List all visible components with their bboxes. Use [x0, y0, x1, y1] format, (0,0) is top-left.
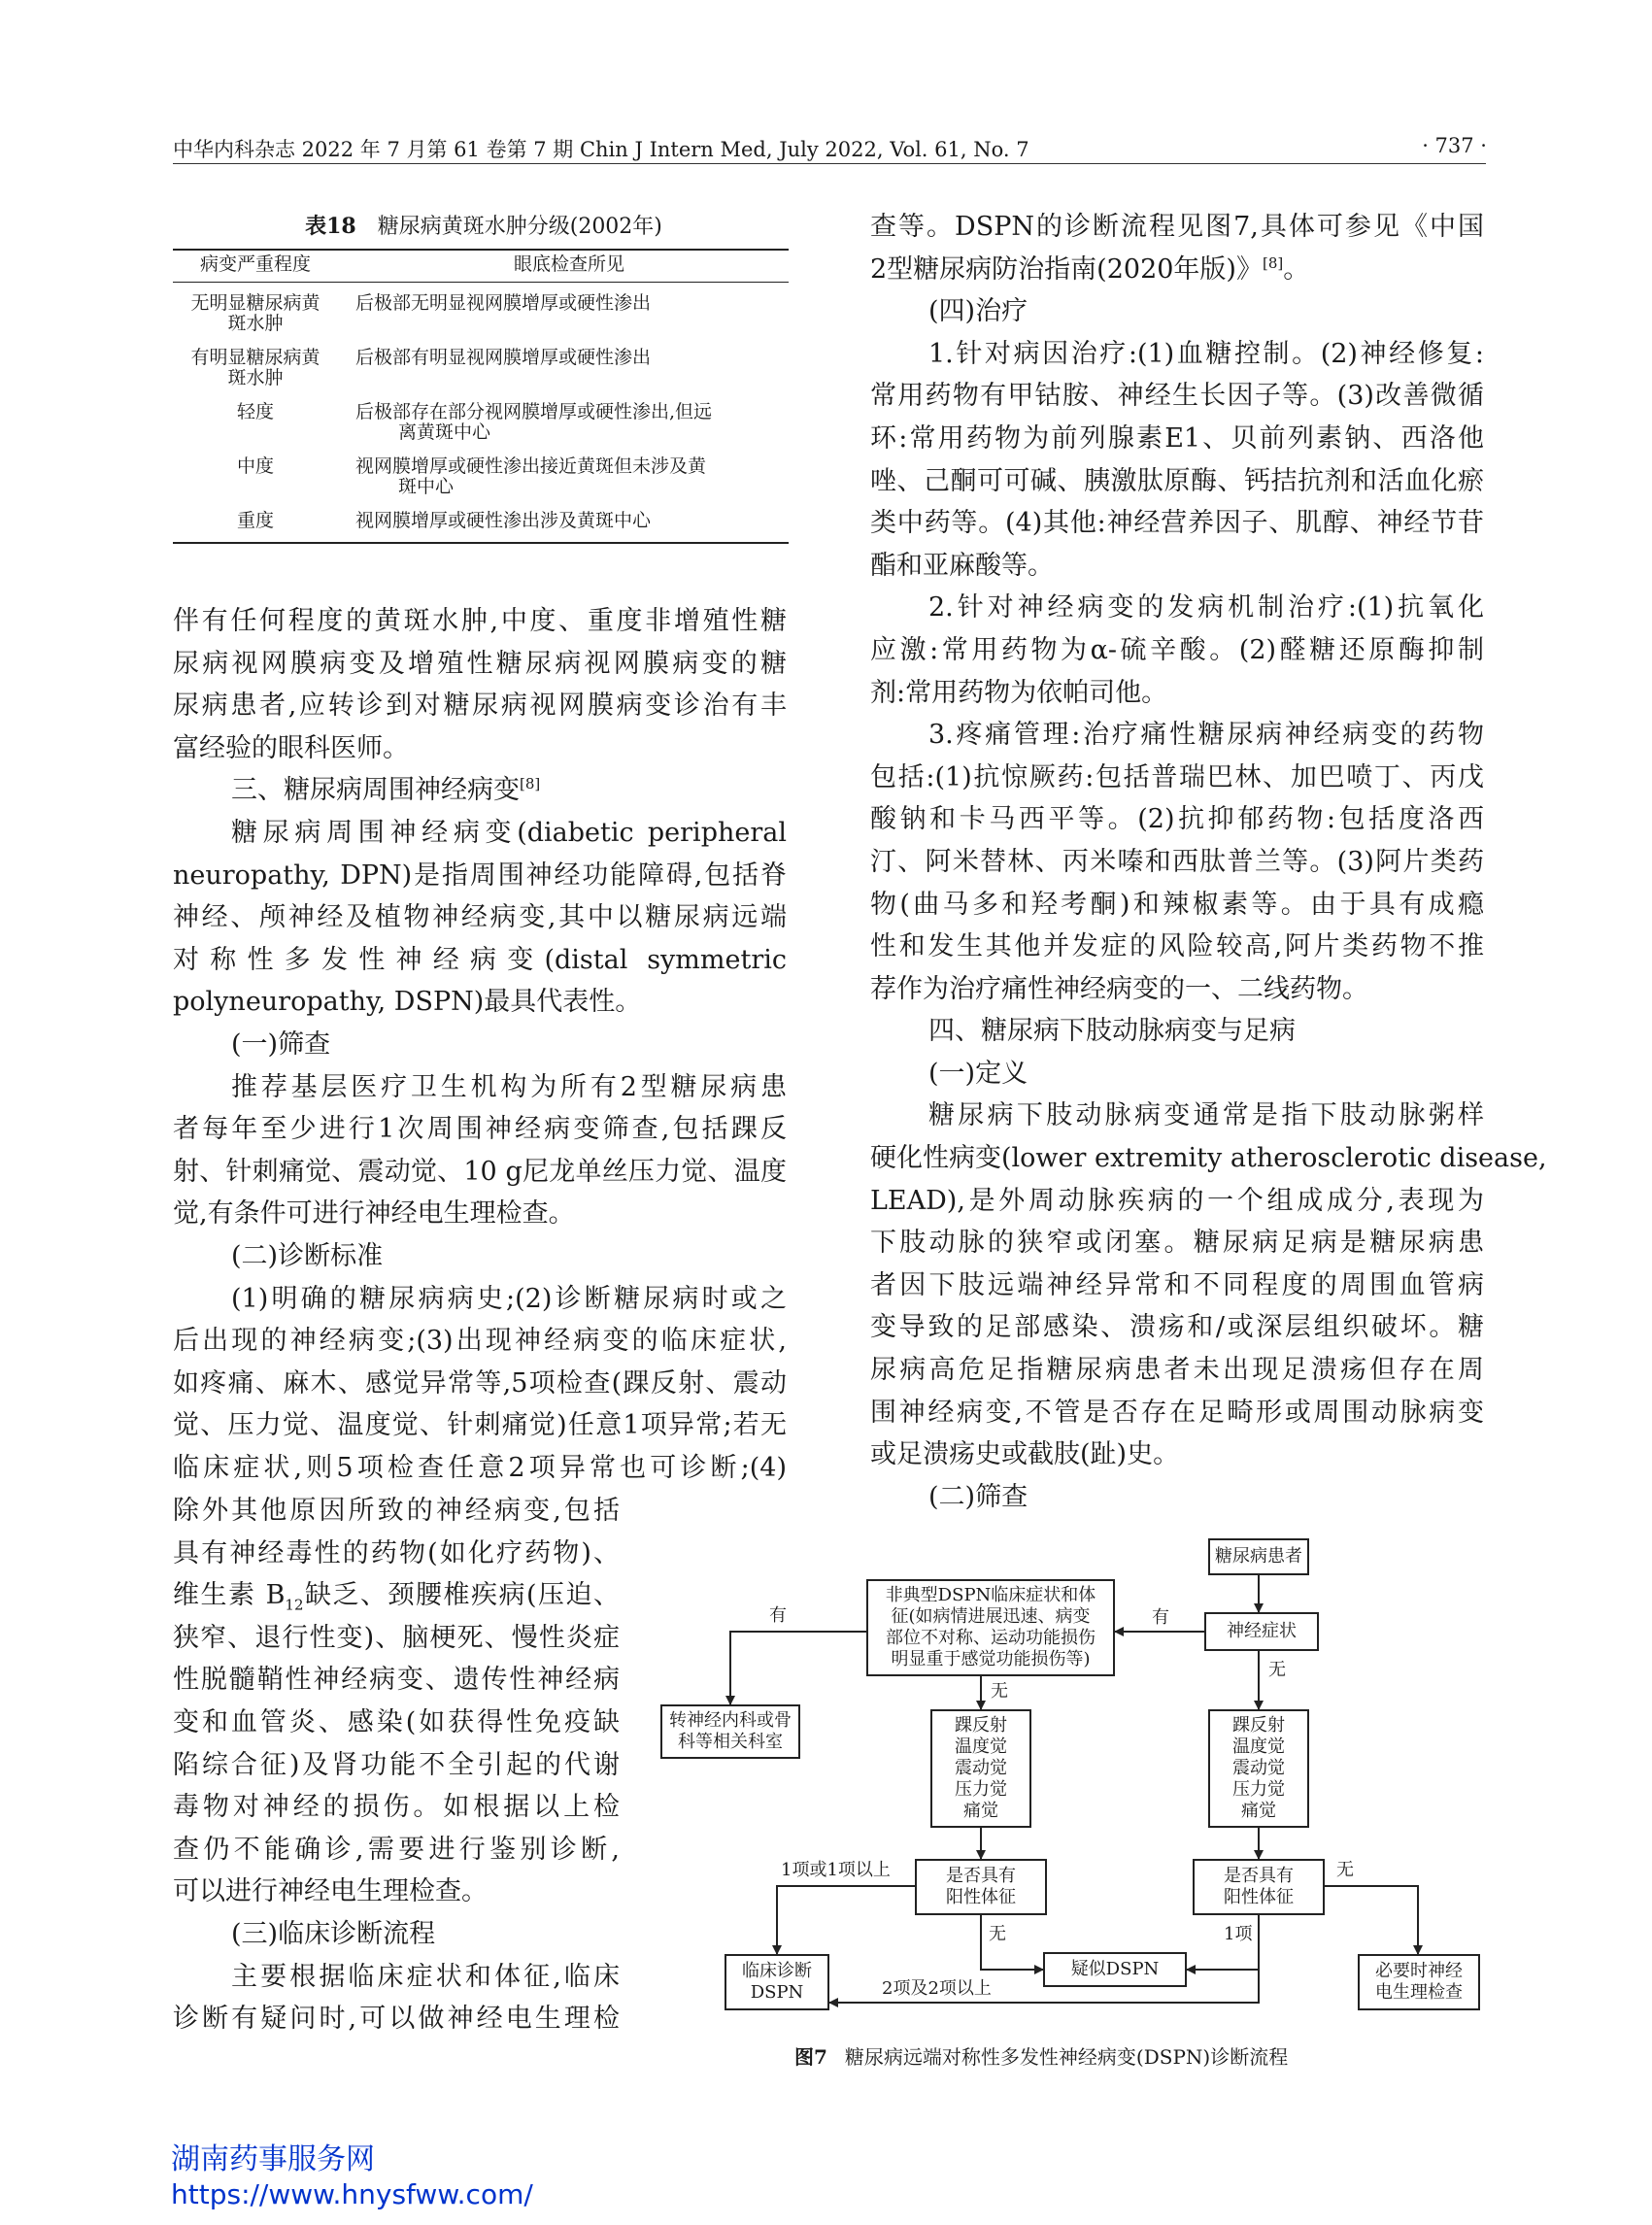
box-text	[1232, 1715, 1285, 1822]
text-line: 围神经病变,不管是否存在足畸形或周围动脉病变	[870, 1397, 1484, 1428]
table-header-rule	[173, 282, 789, 283]
box-line: 是否具有	[946, 1866, 1016, 1886]
table-row	[173, 293, 338, 334]
text-line: 具有神经毒性的药物(如化疗药物)、	[173, 1537, 620, 1568]
box-line: 温度觉	[1232, 1736, 1285, 1757]
box-line: DSPN	[750, 1982, 804, 2003]
text-line: 糖尿病下肢动脉病变通常是指下肢动脉粥样	[928, 1100, 1484, 1131]
text-line: 查等。DSPN的诊断流程见图7,具体可参见《中国	[870, 212, 1484, 242]
table-cell: 后极部无明显视网膜增厚或硬性渗出	[355, 292, 652, 314]
text-line: 荐作为治疗痛性神经病变的一、二线药物。	[870, 973, 1368, 1004]
text-line: 射、针刺痛觉、震动觉、10 g尼龙单丝压力觉、温度	[173, 1156, 787, 1187]
table-cell: 离黄斑中心	[398, 421, 491, 443]
label-no-atypical: 无	[991, 1681, 1008, 1702]
box-line: 震动觉	[1232, 1758, 1285, 1778]
box-tests-left	[930, 1709, 1031, 1828]
box-line: 征(如病情进展迅速、病变	[891, 1606, 1091, 1627]
box-emg	[1358, 1954, 1480, 2010]
text-line: 尿病视网膜病变及增殖性糖尿病视网膜病变的糖	[173, 648, 787, 679]
section-heading-dpn	[173, 769, 787, 812]
figure-label: 图7	[794, 2045, 827, 2069]
box-diabetes-patient	[1208, 1538, 1309, 1575]
text-line: 尿病高危足指糖尿病患者未出现足溃疡但存在周	[870, 1355, 1484, 1386]
arrow-positive-clinical	[777, 1886, 915, 1954]
table-bottom-rule	[173, 542, 789, 544]
label-no-symptom: 无	[1268, 1660, 1286, 1680]
label-yes-mid: 有	[1152, 1607, 1169, 1628]
text-line: 推荐基层医疗卫生机构为所有2型糖尿病患	[231, 1071, 787, 1102]
box-line: 是否具有	[1224, 1866, 1294, 1886]
box-text	[1375, 1961, 1463, 2004]
table-cell: 视网膜增厚或硬性渗出接近黄斑但未涉及黄	[355, 455, 707, 477]
subheading-treatment: (四)治疗	[928, 296, 1028, 327]
text-line: 物(曲马多和羟考酮)和辣椒素等。由于具有成瘾	[870, 889, 1484, 920]
table-cell: 中度	[236, 455, 274, 477]
text-line: 后出现的神经病变;(3)出现神经病变的临床症状,	[173, 1326, 787, 1357]
box-suspect-dspn	[1043, 1952, 1187, 1987]
table-cell: 斑水肿	[227, 313, 284, 334]
box-text	[886, 1585, 1096, 1670]
figure-caption-text: 糖尿病远端对称性多发性神经病变(DSPN)诊断流程	[844, 2045, 1289, 2069]
table-top-rule	[173, 249, 789, 251]
text-line: 可以进行神经电生理检查。	[173, 1876, 488, 1907]
box-text	[1224, 1866, 1294, 1908]
text-line: 剂:常用药物为依帕司他。	[870, 677, 1168, 708]
text-line	[870, 249, 1484, 291]
header-rule	[173, 163, 1486, 164]
text-line: 常用药物有甲钴胺、神经生长因子等。(3)改善微循	[870, 381, 1484, 412]
table-cell: 视网膜增厚或硬性渗出涉及黄斑中心	[355, 510, 652, 531]
box-text	[955, 1715, 1007, 1822]
box-line: 踝反射	[955, 1715, 1007, 1736]
text-line: 富经验的眼科医师。	[173, 732, 409, 763]
text-line: 下肢动脉的狭窄或闭塞。糖尿病足病是糖尿病患	[870, 1228, 1484, 1259]
text-line: 者因下肢远端神经异常和不同程度的周围血管病	[870, 1269, 1484, 1300]
watermark-url-link[interactable]: https://www.hnysfww.com/	[171, 2178, 533, 2210]
text-line: 变和血管炎、感染(如获得性免疫缺	[173, 1706, 620, 1737]
text-line: 包括:(1)抗惊厥药:包括普瑞巴林、加巴喷丁、丙戊	[870, 761, 1484, 792]
box-text	[946, 1866, 1016, 1908]
left-column-top	[173, 600, 787, 1489]
label-two-or-more: 2项及2项以上	[882, 1978, 992, 1999]
box-line: 科等相关科室	[678, 1732, 783, 1752]
box-text	[669, 1710, 792, 1753]
subheading-screening-2: (二)筛查	[928, 1481, 1028, 1512]
text-line: LEAD),是外周动脉疾病的一个组成成分,表现为	[870, 1185, 1484, 1216]
text-segment: 缺乏、颈腰椎疾病(压迫、	[303, 1580, 620, 1611]
citation-ref: [8]	[520, 775, 541, 793]
table-caption	[173, 210, 794, 240]
text-line: 酯和亚麻酸等。	[870, 550, 1054, 581]
box-positive-right	[1193, 1859, 1325, 1915]
text-line: 汀、阿米替林、丙米嗪和西肽普兰等。(3)阿片类药	[870, 846, 1484, 877]
text-line: 对称性多发性神经病变(distal symmetric	[173, 944, 787, 975]
text-line: 3.疼痛管理:治疗痛性糖尿病神经病变的药物	[928, 720, 1484, 751]
box-line: 必要时神经	[1375, 1961, 1463, 1981]
box-line: 明显重于感觉功能损伤等)	[891, 1649, 1091, 1669]
left-column-narrow	[173, 1490, 620, 2040]
box-atypical-dspn	[866, 1579, 1115, 1676]
box-line: 痛觉	[963, 1801, 998, 1821]
subheading-diagnosis: (二)诊断标准	[231, 1240, 384, 1271]
text-line: 诊断有疑问时,可以做神经电生理检	[173, 2004, 620, 2035]
box-text: 神经症状	[1227, 1621, 1297, 1641]
label-no-right: 无	[1336, 1860, 1354, 1880]
text-line: 尿病患者,应转诊到对糖尿病视网膜病变诊治有丰	[173, 691, 787, 722]
text-line: neuropathy, DPN)是指周围神经功能障碍,包括脊	[173, 860, 787, 891]
label-one: 1项	[1224, 1924, 1253, 1944]
text-line: 1.针对病因治疗:(1)血糖控制。(2)神经修复:	[928, 338, 1484, 369]
text-segment: 2型糖尿病防治指南(2020年版)》	[870, 253, 1263, 285]
table-cell: 无明显糖尿病黄	[190, 292, 320, 314]
text-line	[173, 1574, 620, 1617]
box-tests-right	[1208, 1709, 1309, 1828]
subscript: 12	[285, 1596, 304, 1614]
table-row	[173, 348, 338, 388]
label-one-or-more: 1项或1项以上	[781, 1860, 891, 1880]
box-positive-left	[915, 1859, 1047, 1915]
text-line: 变导致的足部感染、溃疡和/或深层组织破坏。糖	[870, 1312, 1484, 1343]
text-line: 伴有任何程度的黄斑水肿,中度、重度非增殖性糖	[173, 606, 787, 636]
box-line: 阳性体征	[946, 1887, 1016, 1907]
table-row	[355, 456, 783, 497]
text-line: 应激:常用药物为α-硫辛酸。(2)醛糖还原酶抑制	[870, 634, 1484, 665]
text-line: 觉,有条件可进行神经电生理检查。	[173, 1198, 575, 1230]
subheading-definition: (一)定义	[928, 1058, 1028, 1089]
running-header: 中华内科杂志 2022 年 7 月第 61 卷第 7 期 Chin J Intern Med, July 2022, Vol. 61, No. 7	[173, 138, 1029, 161]
box-line: 压力觉	[955, 1779, 1007, 1800]
table-cell: 后极部有明显视网膜增厚或硬性渗出	[355, 347, 652, 368]
box-line: 非典型DSPN临床症状和体	[885, 1585, 1096, 1605]
text-line: 毒物对神经的损伤。如根据以上检	[173, 1792, 620, 1823]
box-line: 转神经内科或骨	[669, 1710, 792, 1731]
text-line: 者每年至少进行1次周围神经病变筛查,包括踝反	[173, 1114, 787, 1145]
section-heading-lead: 四、糖尿病下肢动脉病变与足病	[928, 1016, 1296, 1047]
text-segment: 。	[1283, 253, 1310, 285]
text-segment: 维生素 B	[173, 1580, 286, 1611]
subheading-flow: (三)临床诊断流程	[231, 1918, 436, 1949]
box-line: 温度觉	[955, 1736, 1007, 1757]
figure-caption	[794, 2041, 1288, 2070]
label-yes-left: 有	[769, 1605, 787, 1626]
flowchart-figure-7	[660, 1534, 1496, 2059]
text-line: 类中药等。(4)其他:神经营养因子、肌醇、神经节苷	[870, 508, 1484, 539]
box-text: 糖尿病患者	[1215, 1546, 1302, 1567]
table-cell: 斑水肿	[227, 367, 284, 388]
text-line: 硬化性病变(lower extremity atherosclerotic disease,	[870, 1143, 1547, 1174]
table-cell: 有明显糖尿病黄	[190, 347, 320, 368]
text-line: 2.针对神经病变的发病机制治疗:(1)抗氧化	[928, 592, 1484, 624]
box-line: 电生理检查	[1375, 1982, 1463, 2003]
right-column	[870, 206, 1547, 1518]
box-line: 压力觉	[1232, 1779, 1285, 1800]
text-line: polyneuropathy, DSPN)最具代表性。	[173, 987, 642, 1018]
box-line: 震动觉	[955, 1758, 1007, 1778]
text-line: 主要根据临床症状和体征,临床	[231, 1961, 620, 1992]
subheading-screening: (一)筛查	[231, 1028, 331, 1060]
box-line: 临床诊断	[742, 1961, 812, 1981]
section-heading-text: 三、糖尿病周围神经病变	[231, 775, 520, 806]
box-text: 疑似DSPN	[1070, 1959, 1160, 1979]
table-label: 表18	[305, 214, 356, 239]
watermark-site-name: 湖南药事服务网	[171, 2142, 375, 2176]
text-line: 酸钠和卡马西平等。(2)抗抑郁药物:包括度洛西	[870, 804, 1484, 835]
text-line: 糖尿病周围神经病变(diabetic peripheral	[231, 817, 787, 848]
table-cell: 轻度	[236, 401, 274, 422]
text-line: 陷综合征)及肾功能不全引起的代谢	[173, 1749, 620, 1780]
box-clinical-dspn	[725, 1954, 829, 2010]
page-number: · 737 ·	[1422, 134, 1487, 157]
arrow-atypical-referral	[730, 1632, 866, 1704]
table-header-findings: 眼底检查所见	[513, 253, 624, 275]
table-cell: 重度	[236, 510, 274, 531]
text-line: 神经、颅神经及植物神经病变,其中以糖尿病远端	[173, 902, 787, 933]
box-text	[742, 1961, 812, 2004]
text-line: 狭窄、退行性变)、脑梗死、慢性炎症	[173, 1622, 620, 1653]
table-cell: 斑中心	[398, 476, 455, 497]
text-line: 性和发生其他并发症的风险较高,阿片类药物不推	[870, 931, 1484, 962]
text-line: 性脱髓鞘性神经病变、遗传性神经病	[173, 1665, 620, 1696]
text-line: 或足溃疡史或截肢(趾)史。	[870, 1439, 1180, 1470]
text-line: 觉、压力觉、温度觉、针刺痛觉)任意1项异常;若无	[173, 1410, 787, 1441]
text-line: 唑、己酮可可碱、胰激肽原酶、钙拮抗剂和活血化瘀	[870, 465, 1484, 496]
arrow-positive-emg	[1323, 1886, 1418, 1954]
box-line: 痛觉	[1241, 1801, 1276, 1821]
box-line: 阳性体征	[1224, 1887, 1294, 1907]
watermark[interactable]	[171, 2141, 533, 2211]
table-row	[355, 402, 783, 443]
text-line: 查仍不能确诊,需要进行鉴别诊断,	[173, 1834, 620, 1865]
box-referral	[660, 1704, 800, 1759]
text-line: 临床症状,则5项检查任意2项异常也可诊断;(4)	[173, 1452, 787, 1483]
citation-ref: [8]	[1262, 253, 1284, 272]
table-header-severity: 病变严重程度	[199, 253, 311, 275]
table-cell: 后极部存在部分视网膜增厚或硬性渗出,但远	[355, 401, 713, 422]
box-line: 踝反射	[1232, 1715, 1285, 1736]
box-line: 部位不对称、运动功能损伤	[886, 1628, 1096, 1648]
text-line: 除外其他原因所致的神经病变,包括	[173, 1496, 620, 1526]
text-line: 环:常用药物为前列腺素E1、贝前列素钠、西洛他	[870, 422, 1484, 454]
table-title: 糖尿病黄斑水肿分级(2002年)	[377, 215, 662, 239]
label-no-left: 无	[989, 1924, 1006, 1944]
text-line: 如疼痛、麻木、感觉异常等,5项检查(踝反射、震动	[173, 1367, 787, 1399]
text-line: (1)明确的糖尿病病史;(2)诊断糖尿病时或之	[231, 1283, 787, 1314]
box-neuro-symptom	[1204, 1612, 1319, 1651]
